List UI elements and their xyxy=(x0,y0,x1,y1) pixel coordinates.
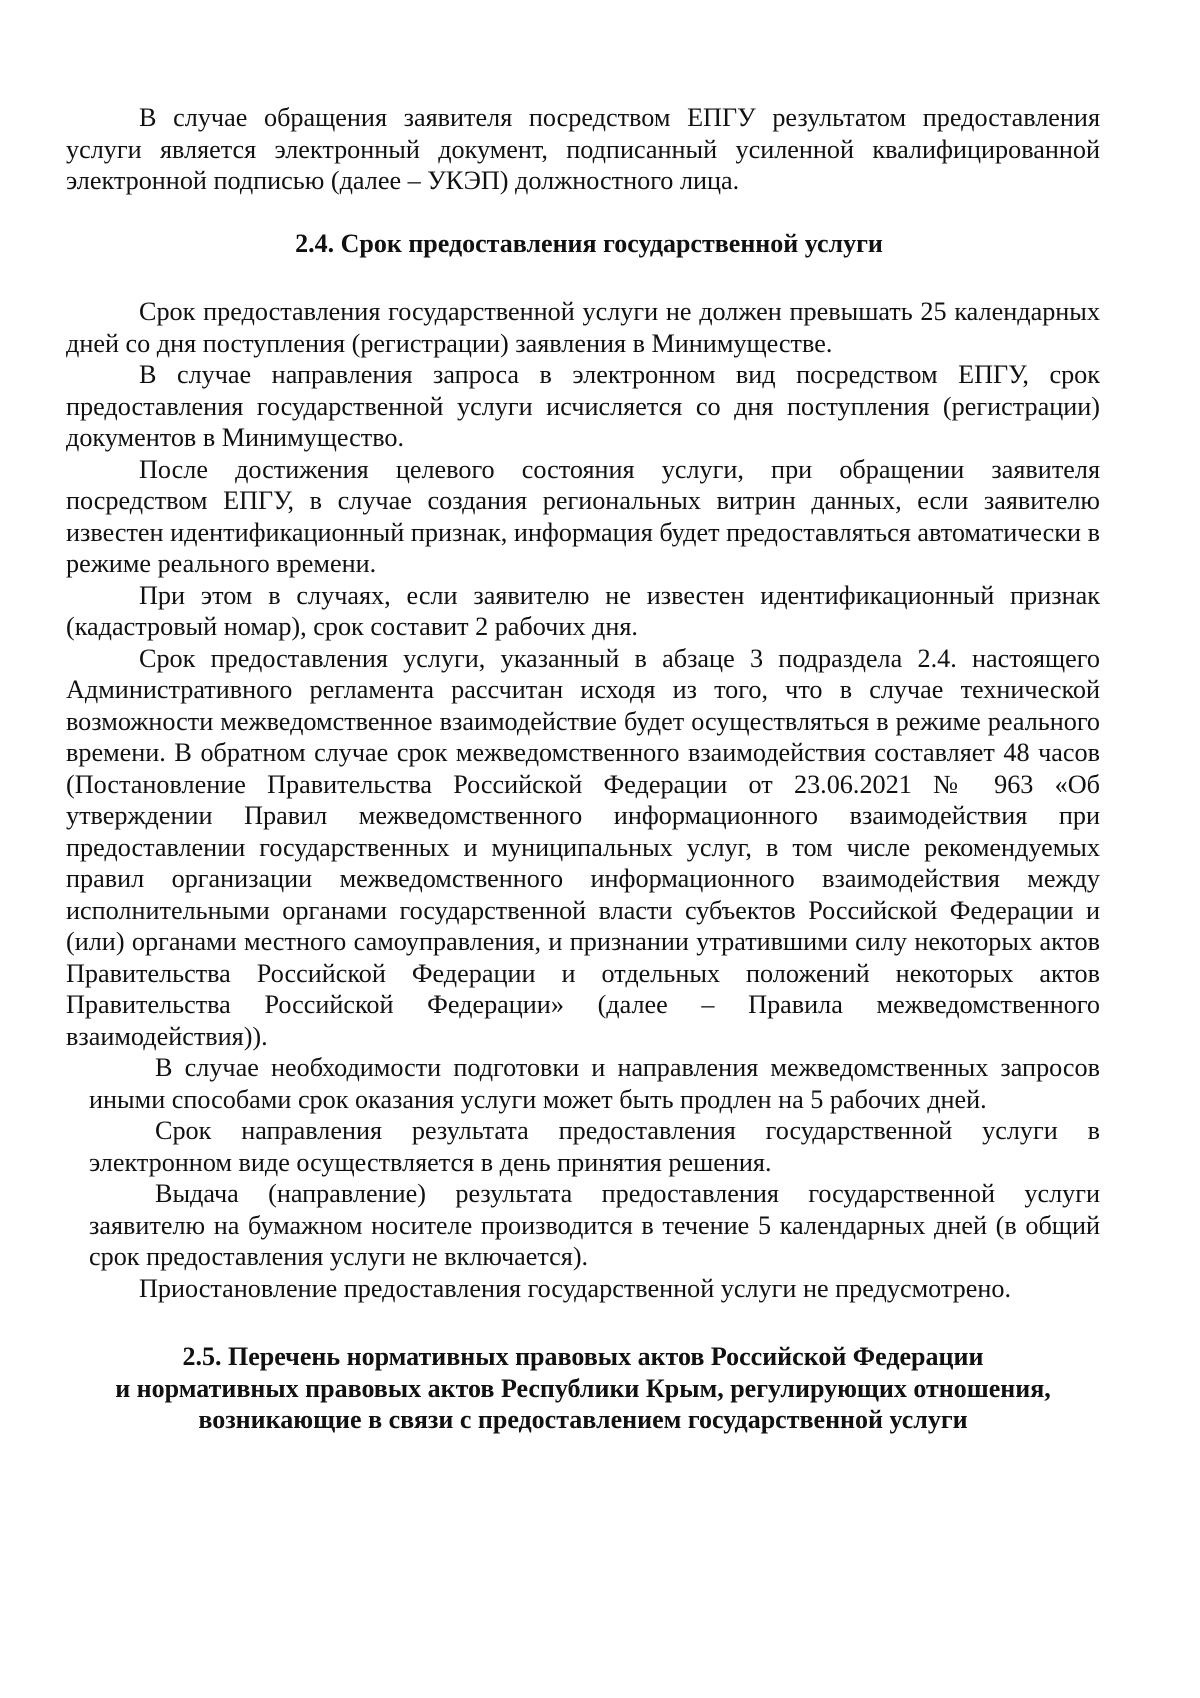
section-2-4-paragraph-3: После достижения целевого состояния услуги, при обращении заявителя посредством ЕПГУ, в случае создания региональных витрин данных, если заявителю известен идентификационный признак, информация будет предоставляться автоматически в режиме реального времени. xyxy=(66,454,1100,578)
section-heading-2-5-line-2: и нормативных правовых актов Республики Крым, регулирующих отношения, xyxy=(115,1373,1051,1403)
section-2-4-paragraph-5: Срок предоставления услуги, указанный в абзаце 3 подраздела 2.4. настоящего Административного регламента рассчитан исходя из того, что в случае технической возможности межведомственное взаимодействие будет осуществляться в режиме реального времени. В обратном случае срок межведомственного взаимодействия составляет 48 часов (Постановление Правительства Российской Федерации от 23.06.2021 № 963 «Об утверждении Правил межведомственного информационного взаимодействия при предоставлении государственных и муниципальных услуг, в том числе рекомендуемых правил организации межведомственного информационного взаимодействия между исполнительными органами государственной власти субъектов Российской Федерации и (или) органами местного самоуправления, и признании утратившими силу некоторых актов Правительства Российской Федерации и отдельных положений некоторых актов Правительства Российской Федерации» (далее – Правила межведомственного взаимодействия)). xyxy=(66,643,1100,1051)
section-2-4-paragraph-6: В случае необходимости подготовки и направления межведомственных запросов иными способами срок оказания услуги может быть продлен на 5 рабочих дней. xyxy=(89,1053,1100,1114)
section-heading-2-5-line-1: 2.5. Перечень нормативных правовых актов Российской Федерации xyxy=(182,1342,984,1371)
section-2-4-paragraph-2: В случае направления запроса в электронном вид посредством ЕПГУ, срок предоставления государственной услуги исчисляется со дня поступления (регистрации) документов в Минимущество. xyxy=(66,360,1100,452)
section-heading-2-5-line-3: возникающие в связи с предоставлением государственной услуги xyxy=(198,1405,968,1434)
section-2-4-paragraph-1: Срок предоставления государственной услуги не должен превышать 25 календарных дней со дня поступления (регистрации) заявления в Минимуществе. xyxy=(66,297,1100,358)
section-2-4-paragraph-9: Приостановление предоставления государственной услуги не предусмотрено. xyxy=(139,1273,1012,1303)
section-2-4-paragraph-4: При этом в случаях, если заявителю не известен идентификационный признак (кадастровый номар), срок составит 2 рабочих дня. xyxy=(66,580,1100,641)
section-heading-2-5 xyxy=(66,1341,1100,1436)
intro-paragraph: В случае обращения заявителя посредством ЕПГУ результатом предоставления услуги является электронный документ, подписанный усиленной квалифицированной электронной подписью (далее – УКЭП) должностного лица. xyxy=(66,103,1100,195)
section-2-4-paragraph-8: Выдача (направление) результата предоставления государственной услуги заявителю на бумажном носителе производится в течение 5 календарных дней (в общий срок предоставления услуги не включается). xyxy=(89,1179,1100,1271)
section-2-4-paragraph-7: Срок направления результата предоставления государственной услуги в электронном виде осуществляется в день принятия решения. xyxy=(89,1116,1100,1177)
section-heading-2-4: 2.4. Срок предоставления государственной услуги xyxy=(295,228,883,258)
